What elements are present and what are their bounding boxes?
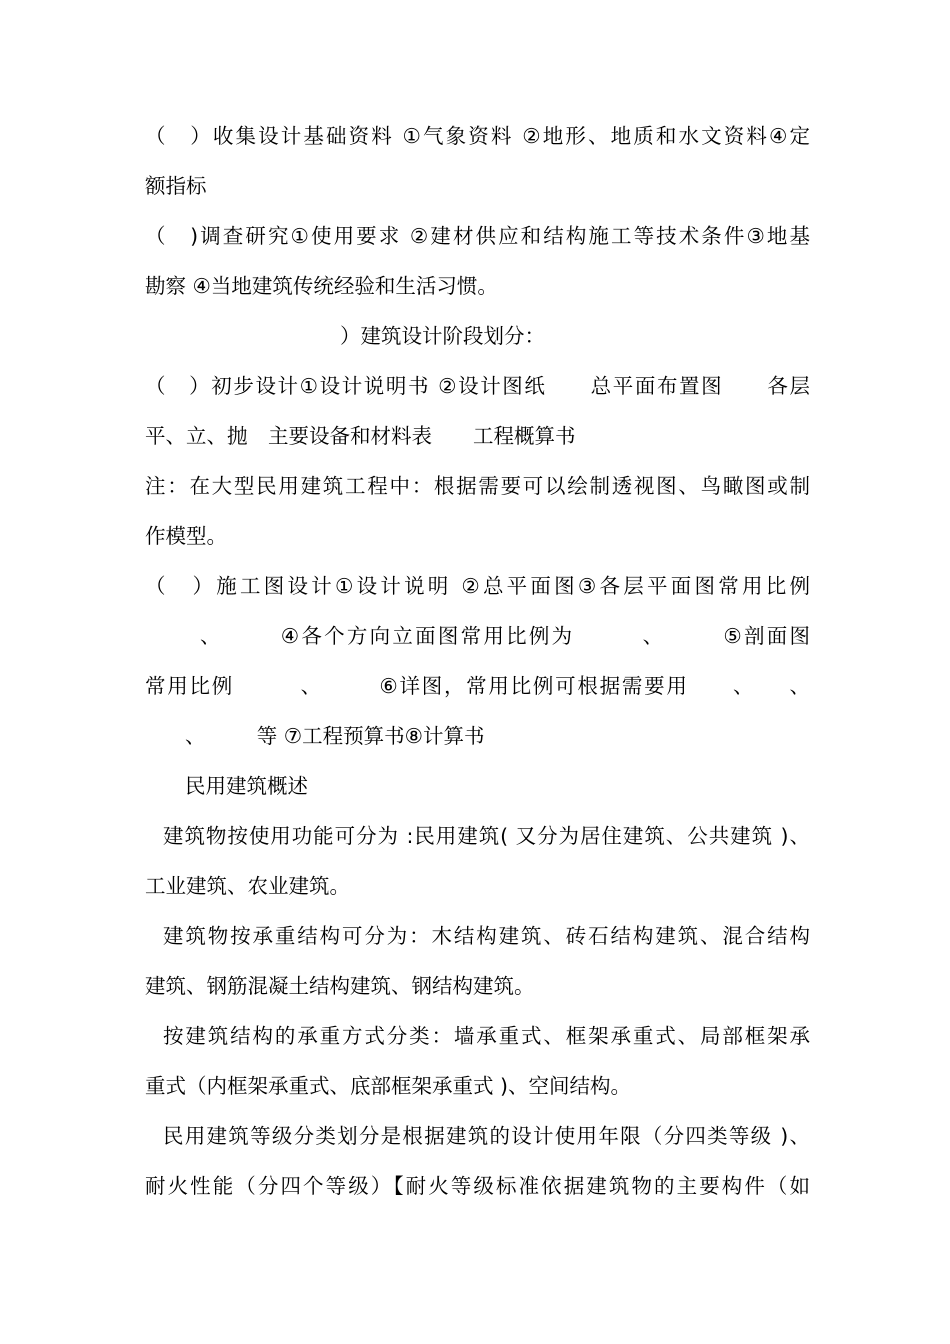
text-line: 作模型。 [145,524,227,548]
text-line: （ )调查研究①使用要求 ②建材供应和结构施工等技术条件③地基 [145,224,810,248]
text-line: 建筑、钢筋混凝土结构建筑、钢结构建筑。 [145,974,535,998]
text-line: 民用建筑等级分类划分是根据建筑的设计使用年限（分四类等级 )、 [163,1124,810,1148]
section-heading: ）建筑设计阶段划分： [340,324,545,348]
text-line: 勘察 ④当地建筑传统经验和生活习惯。 [145,274,498,298]
text-line: 注：在大型民用建筑工程中：根据需要可以绘制透视图、鸟瞰图或制 [145,474,810,498]
text-line: 工业建筑、农业建筑。 [145,874,350,898]
text-line: 、 等 ⑦工程预算书⑧计算书 [185,724,485,748]
section-heading: 民用建筑概述 [185,774,308,798]
text-line: 、 ④各个方向立面图常用比例为 、 ⑤剖面图 [200,624,810,648]
text-line: 额指标 [145,174,207,198]
text-line: 建筑物按使用功能可分为 :民用建筑( 又分为居住建筑、公共建筑 )、 [163,824,810,848]
text-line: 建筑物按承重结构可分为：木结构建筑、砖石结构建筑、混合结构 [163,924,810,948]
text-line: （ ）施工图设计①设计说明 ②总平面图③各层平面图常用比例 [145,574,810,598]
text-line: 常用比例 、 ⑥详图，常用比例可根据需要用 、 、 [145,674,810,698]
text-line: （ ）收集设计基础资料 ①气象资料 ②地形、地质和水文资料④定 [145,124,810,148]
text-line: 重式（内框架承重式、底部框架承重式 )、空间结构。 [145,1074,632,1098]
text-line: （ ）初步设计①设计说明书 ②设计图纸 总平面布置图 各层 [145,374,810,398]
text-line: 按建筑结构的承重方式分类：墙承重式、框架承重式、局部框架承 [163,1024,810,1048]
text-line: 耐火性能（分四个等级）【耐火等级标准依据建筑物的主要构件（如 [145,1174,810,1198]
text-line: 平、立、抛 主要设备和材料表 工程概算书 [145,424,576,448]
